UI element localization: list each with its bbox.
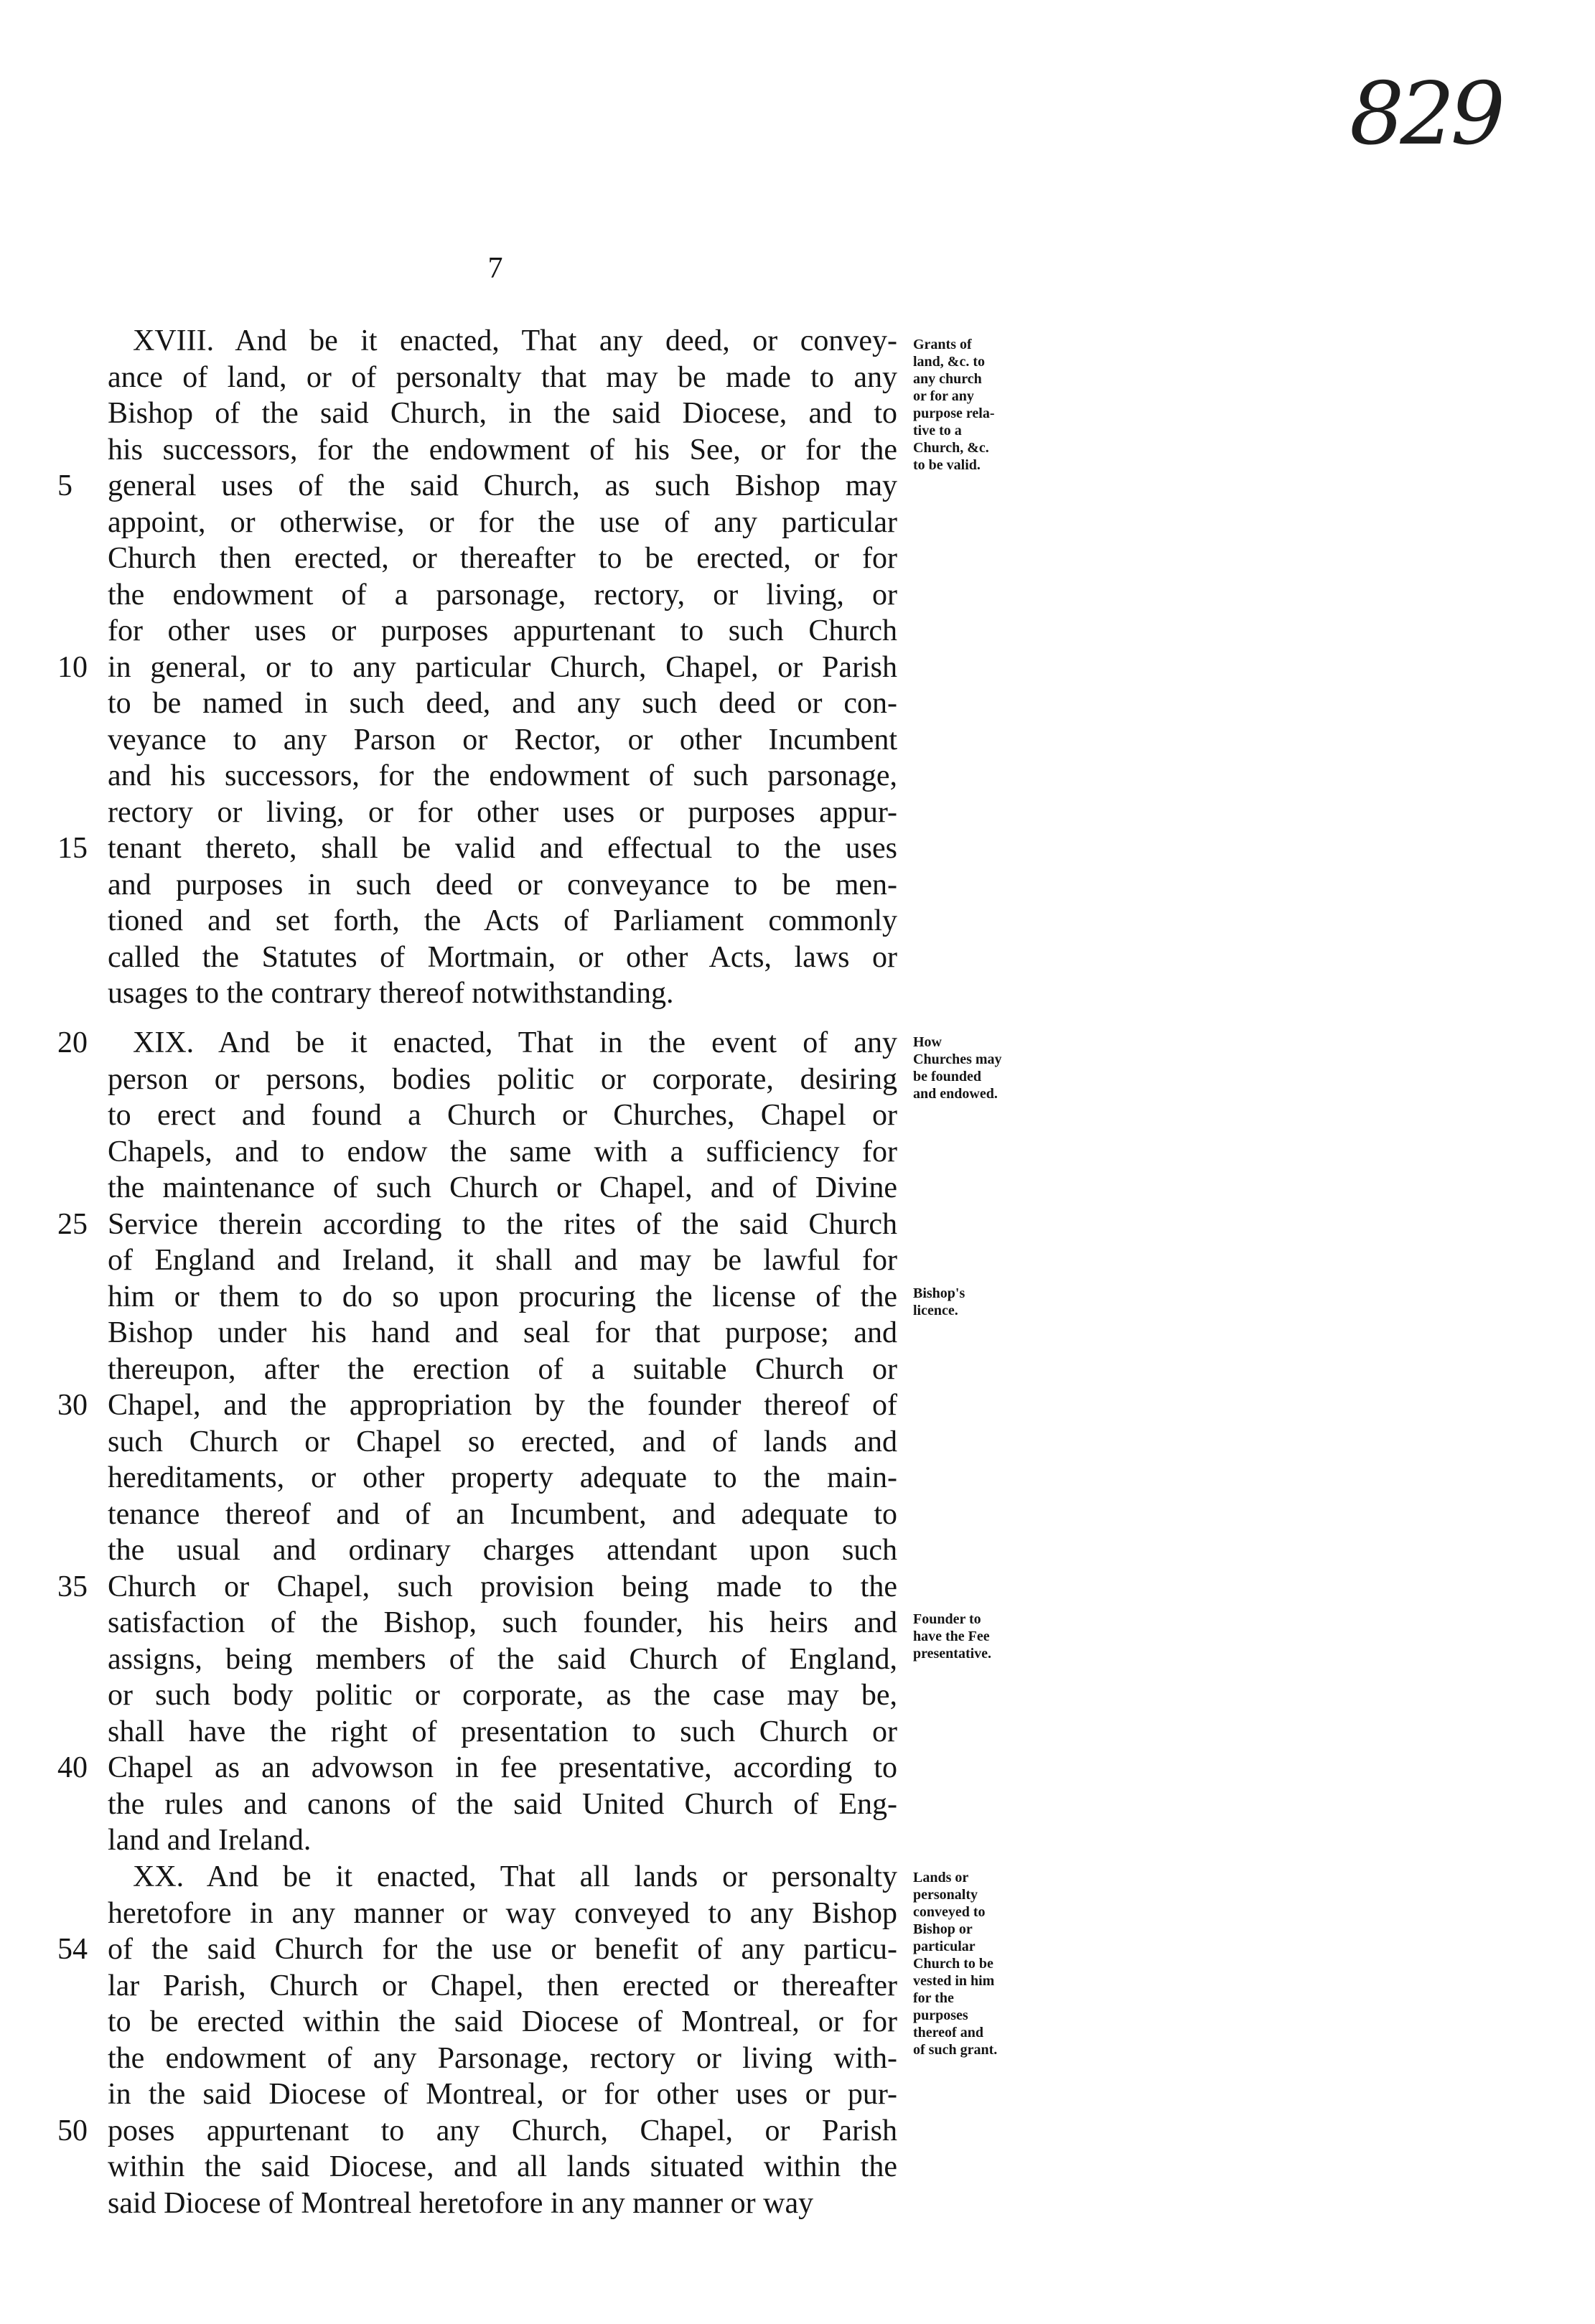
line-text: Bishop of the said Church, in the said Diocese, and to xyxy=(108,397,897,430)
text-line xyxy=(0,1569,1595,1605)
line-number: 50 xyxy=(57,2114,88,2147)
margin-note xyxy=(913,1285,1057,1319)
text-line xyxy=(0,360,1595,395)
text-line xyxy=(0,1025,1595,1061)
margin-note xyxy=(913,1034,1057,1102)
margin-note-line: tive to a xyxy=(913,423,962,439)
text-line xyxy=(0,1424,1595,1460)
line-number: 35 xyxy=(57,1570,88,1603)
line-text: Chapel as an advowson in fee presentative, according to xyxy=(108,1751,897,1784)
line-number: 54 xyxy=(57,1933,88,1966)
margin-note-line: land, &c. to xyxy=(913,354,985,370)
line-text: to be erected within the said Diocese of Montreal, or for xyxy=(108,2005,897,2038)
text-line xyxy=(0,1460,1595,1496)
text-line xyxy=(0,1134,1595,1170)
line-number: 40 xyxy=(57,1751,88,1784)
text-line xyxy=(0,2004,1595,2040)
line-text: lar Parish, Church or Chapel, then erected or thereafter xyxy=(108,1969,897,2002)
line-text: XIX. And be it enacted, That in the event of any xyxy=(133,1026,897,1059)
text-line xyxy=(0,577,1595,613)
margin-note-line: presentative. xyxy=(913,1646,992,1662)
line-text: the maintenance of such Church or Chapel, and of Divine xyxy=(108,1171,897,1204)
line-text: shall have the right of presentation to such Church or xyxy=(108,1715,897,1748)
text-line xyxy=(0,1641,1595,1677)
text-line xyxy=(0,1062,1595,1097)
page-number: 7 xyxy=(487,252,503,285)
text-line xyxy=(0,395,1595,431)
margin-note-line: purpose rela- xyxy=(913,406,995,421)
text-line xyxy=(0,1968,1595,2004)
text-line xyxy=(0,1822,1595,1858)
text-line xyxy=(0,903,1595,939)
text-line xyxy=(0,1677,1595,1713)
text-line xyxy=(0,940,1595,975)
line-text: of England and Ireland, it shall and may be lawful for xyxy=(108,1244,897,1277)
text-line xyxy=(0,1206,1595,1242)
text-line xyxy=(0,2113,1595,2149)
text-line xyxy=(0,1242,1595,1278)
line-text: said Diocese of Montreal heretofore in any manner or way xyxy=(108,2186,814,2220)
line-text: appoint, or otherwise, or for the use of any particular xyxy=(108,505,897,539)
line-text: for other uses or purposes appurtenant to such Church xyxy=(108,614,897,647)
line-text: XVIII. And be it enacted, That any deed, or convey- xyxy=(133,324,897,357)
folio-mark: 829 xyxy=(1350,65,1502,164)
line-text: tioned and set forth, the Acts of Parliament commonly xyxy=(108,904,897,937)
line-text: satisfaction of the Bishop, such founder, his heirs and xyxy=(108,1606,897,1639)
text-line xyxy=(0,2149,1595,2185)
line-number: 30 xyxy=(57,1389,88,1422)
text-line xyxy=(0,432,1595,468)
line-text: and his successors, for the endowment of such parsonage, xyxy=(108,759,897,792)
line-text: in general, or to any particular Church, Chapel, or Parish xyxy=(108,650,897,684)
line-text: heretofore in any manner or way conveyed to any Bishop xyxy=(108,1896,897,1930)
margin-note-line: How xyxy=(913,1034,942,1050)
line-text: Chapels, and to endow the same with a sufficiency for xyxy=(108,1135,897,1168)
margin-note-line: for the xyxy=(913,1990,954,2006)
text-line xyxy=(0,468,1595,504)
margin-note-line: vested in him xyxy=(913,1973,995,1989)
line-number: 25 xyxy=(57,1207,88,1241)
text-line xyxy=(0,1387,1595,1423)
line-text: tenant thereto, shall be valid and effectual to the uses xyxy=(108,832,897,865)
text-line xyxy=(0,867,1595,903)
margin-note-line: Founder to xyxy=(913,1611,981,1627)
text-line xyxy=(0,1714,1595,1750)
line-text: Service therein according to the rites of the said Church xyxy=(108,1207,897,1241)
line-text: poses appurtenant to any Church, Chapel, or Parish xyxy=(108,2114,897,2147)
margin-note-line: Bishop's xyxy=(913,1285,965,1301)
line-text: or such body politic or corporate, as the case may be, xyxy=(108,1679,897,1712)
margin-note-line: of such grant. xyxy=(913,2042,998,2058)
text-line xyxy=(0,1859,1595,1895)
line-text: of the said Church for the use or benefit of any particu- xyxy=(108,1933,897,1966)
line-text: the endowment of a parsonage, rectory, or living, or xyxy=(108,578,897,612)
text-line xyxy=(0,650,1595,685)
line-text: and purposes in such deed or conveyance to be men- xyxy=(108,868,897,901)
line-number: 15 xyxy=(57,832,88,865)
line-text: rectory or living, or for other uses or purposes appur- xyxy=(108,795,897,829)
margin-note xyxy=(913,1611,1057,1662)
text-line xyxy=(0,795,1595,830)
text-line xyxy=(0,1931,1595,1967)
line-text: XX. And be it enacted, That all lands or personalty xyxy=(133,1860,897,1893)
line-text: called the Statutes of Mortmain, or other Acts, laws or xyxy=(108,940,897,974)
text-line xyxy=(0,685,1595,721)
text-line xyxy=(0,1605,1595,1641)
line-text: Bishop under his hand and seal for that purpose; and xyxy=(108,1316,897,1349)
text-line xyxy=(0,613,1595,649)
line-text: within the said Diocese, and all lands situated within the xyxy=(108,2150,897,2183)
text-line xyxy=(0,1315,1595,1351)
line-text: Chapel, and the appropriation by the founder thereof of xyxy=(108,1389,897,1422)
line-text: his successors, for the endowment of his See, or for the xyxy=(108,433,897,467)
text-line xyxy=(0,1496,1595,1532)
line-text: the endowment of any Parsonage, rectory or living with- xyxy=(108,2041,897,2075)
line-text: to be named in such deed, and any such deed or con- xyxy=(108,687,897,720)
text-line xyxy=(0,1786,1595,1822)
text-line xyxy=(0,722,1595,758)
line-text: thereupon, after the erection of a suitable Church or xyxy=(108,1352,897,1386)
text-line xyxy=(0,2040,1595,2076)
line-text: ance of land, or of personalty that may be made to any xyxy=(108,360,897,394)
text-line xyxy=(0,1279,1595,1315)
margin-note-line: be founded xyxy=(913,1069,982,1084)
line-text: veyance to any Parson or Rector, or other Incumbent xyxy=(108,723,897,756)
text-line xyxy=(0,1896,1595,1931)
text-line xyxy=(0,323,1595,359)
margin-note-line: conveyed to xyxy=(913,1904,986,1920)
text-line xyxy=(0,975,1595,1011)
line-text: the usual and ordinary charges attendant upon such xyxy=(108,1534,897,1567)
line-text: him or them to do so upon procuring the license of the xyxy=(108,1280,897,1313)
line-text: general uses of the said Church, as such Bishop may xyxy=(108,469,897,502)
line-number: 10 xyxy=(57,650,88,684)
line-text: in the said Diocese of Montreal, or for other uses or pur- xyxy=(108,2078,897,2111)
line-text: hereditaments, or other property adequate to the main- xyxy=(108,1461,897,1494)
text-line xyxy=(0,1750,1595,1786)
line-text: assigns, being members of the said Church of England, xyxy=(108,1642,897,1676)
text-line xyxy=(0,505,1595,540)
margin-note xyxy=(913,336,1057,474)
line-text: the rules and canons of the said United Church of Eng- xyxy=(108,1787,897,1821)
margin-note-line: Church, &c. xyxy=(913,440,989,456)
margin-note xyxy=(913,1869,1057,2058)
text-line xyxy=(0,1532,1595,1568)
margin-note-line: personalty xyxy=(913,1887,978,1903)
margin-note-line: Bishop or xyxy=(913,1921,973,1937)
text-line xyxy=(0,1097,1595,1133)
margin-note-line: Lands or xyxy=(913,1870,969,1885)
line-text: to erect and found a Church or Churches, Chapel or xyxy=(108,1099,897,1132)
margin-note-line: thereof and xyxy=(913,2025,983,2040)
line-text: such Church or Chapel so erected, and of lands and xyxy=(108,1425,897,1458)
margin-note-line: Church to be xyxy=(913,1956,993,1972)
text-line xyxy=(0,758,1595,794)
line-number: 5 xyxy=(57,469,72,502)
margin-note-line: Grants of xyxy=(913,337,972,352)
margin-note-line: and endowed. xyxy=(913,1086,998,1102)
text-line xyxy=(0,830,1595,866)
line-text: land and Ireland. xyxy=(108,1824,312,1857)
text-line xyxy=(0,2076,1595,2112)
line-text: person or persons, bodies politic or corporate, desiring xyxy=(108,1062,897,1096)
text-line xyxy=(0,2185,1595,2221)
text-line xyxy=(0,1170,1595,1206)
line-text: tenance thereof and of an Incumbent, and adequate to xyxy=(108,1497,897,1531)
margin-note-line: to be valid. xyxy=(913,457,981,473)
margin-note-line: any church xyxy=(913,371,982,387)
text-line xyxy=(0,540,1595,576)
margin-note-line: have the Fee xyxy=(913,1629,990,1644)
line-text: Church or Chapel, such provision being made to the xyxy=(108,1570,897,1603)
margin-note-line: particular xyxy=(913,1939,976,1954)
line-text: Church then erected, or thereafter to be erected, or for xyxy=(108,542,897,575)
margin-note-line: Churches may xyxy=(913,1051,1002,1067)
margin-note-line: licence. xyxy=(913,1303,958,1318)
margin-note-line: purposes xyxy=(913,2007,968,2023)
line-text: usages to the contrary thereof notwithstanding. xyxy=(108,977,674,1010)
line-number: 20 xyxy=(57,1026,88,1059)
margin-note-line: or for any xyxy=(913,388,974,404)
text-line xyxy=(0,1351,1595,1387)
